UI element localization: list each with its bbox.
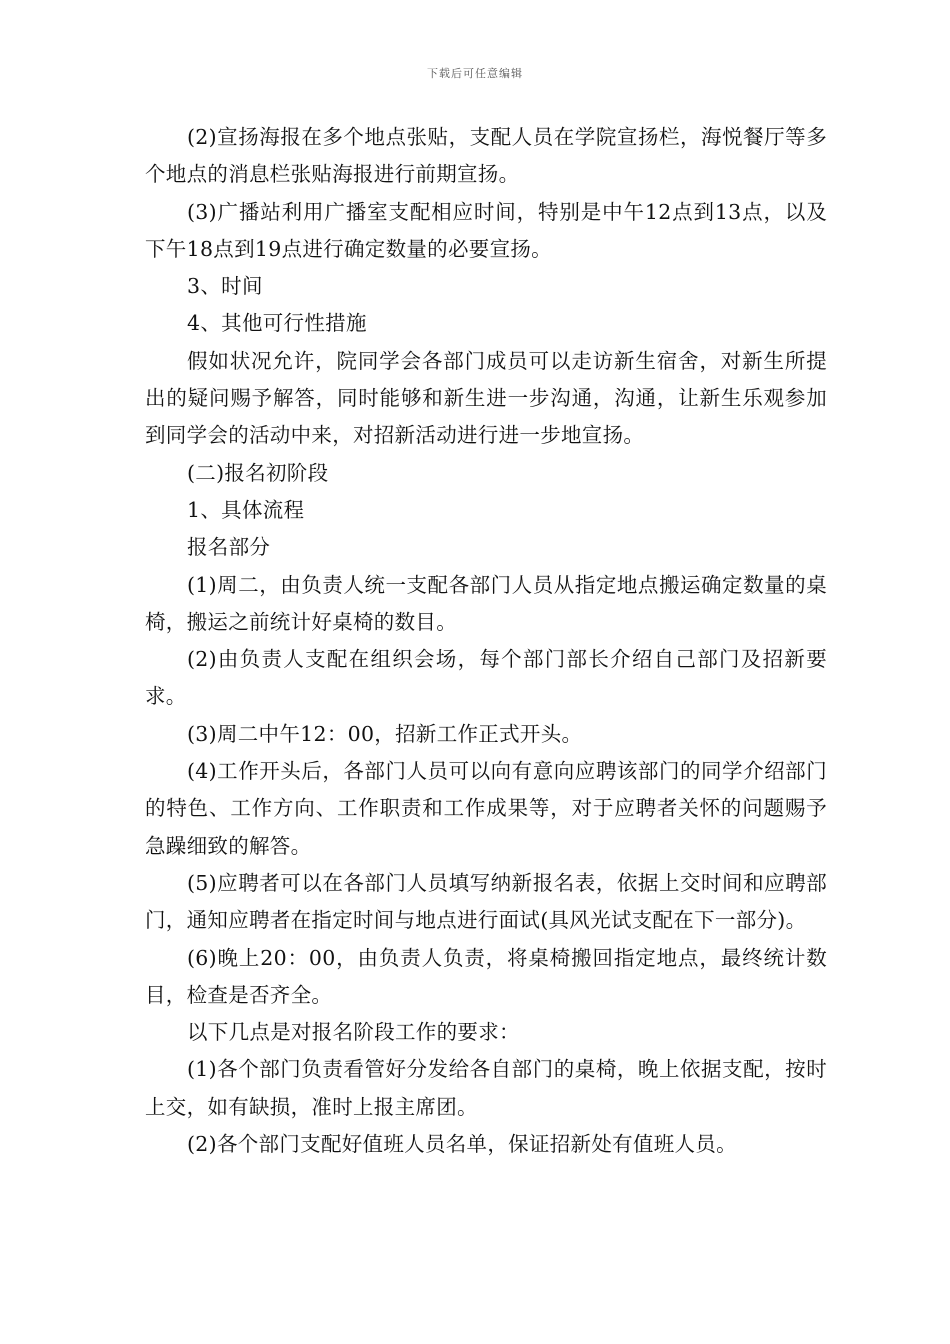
paragraph: (1)周二，由负责人统一支配各部门人员从指定地点搬运确定数量的桌椅，搬运之前统计好桌椅的数目。 [145,572,827,634]
section-heading: 3、时间 [187,274,263,299]
section-heading: 1、具体流程 [187,497,305,522]
paragraph: (3)周二中午12：00，招新工作正式开头。 [187,721,583,746]
paragraph: (2)各个部门支配好值班人员名单，保证招新处有值班人员。 [187,1132,737,1157]
paragraph: (2)宣扬海报在多个地点张贴，支配人员在学院宣扬栏，海悦餐厅等多个地点的消息栏张贴海报进行前期宣扬。 [145,125,827,187]
document-body [145,119,827,1163]
section-heading: 4、其他可行性措施 [187,311,367,336]
paragraph: 假如状况允许，院同学会各部门成员可以走访新生宿舍，对新生所提出的疑问赐予解答，同时能够和新生进一步沟通，沟通，让新生乐观参加到同学会的活动中来，对招新活动进行进一步地宣扬。 [145,348,827,448]
page-header: 下载后可任意编辑 [427,67,523,80]
section-heading: (二)报名初阶段 [187,460,329,485]
paragraph: (2)由负责人支配在组织会场，每个部门部长介绍自己部门及招新要求。 [145,647,827,709]
paragraph: (4)工作开头后，各部门人员可以向有意向应聘该部门的同学介绍部门的特色、工作方向、工作职责和工作成果等，对于应聘者关怀的问题赐予急躁细致的解答。 [145,759,827,858]
paragraph: 以下几点是对报名阶段工作的要求： [187,1020,520,1045]
paragraph: (3)广播站利用广播室支配相应时间，特别是中午12点到13点，以及下午18点到19点进行确定数量的必要宣扬。 [145,199,827,261]
paragraph: (6)晚上20：00，由负责人负责，将桌椅搬回指定地点，最终统计数目，检查是否齐全。 [145,945,827,1007]
paragraph: (1)各个部门负责看管好分发给各自部门的桌椅，晚上依据支配，按时上交，如有缺损，准时上报主席团。 [145,1057,827,1119]
paragraph: (5)应聘者可以在各部门人员填写纳新报名表，依据上交时间和应聘部门，通知应聘者在指定时间与地点进行面试(具风光试支配在下一部分)。 [145,870,827,933]
section-heading: 报名部分 [187,535,271,560]
